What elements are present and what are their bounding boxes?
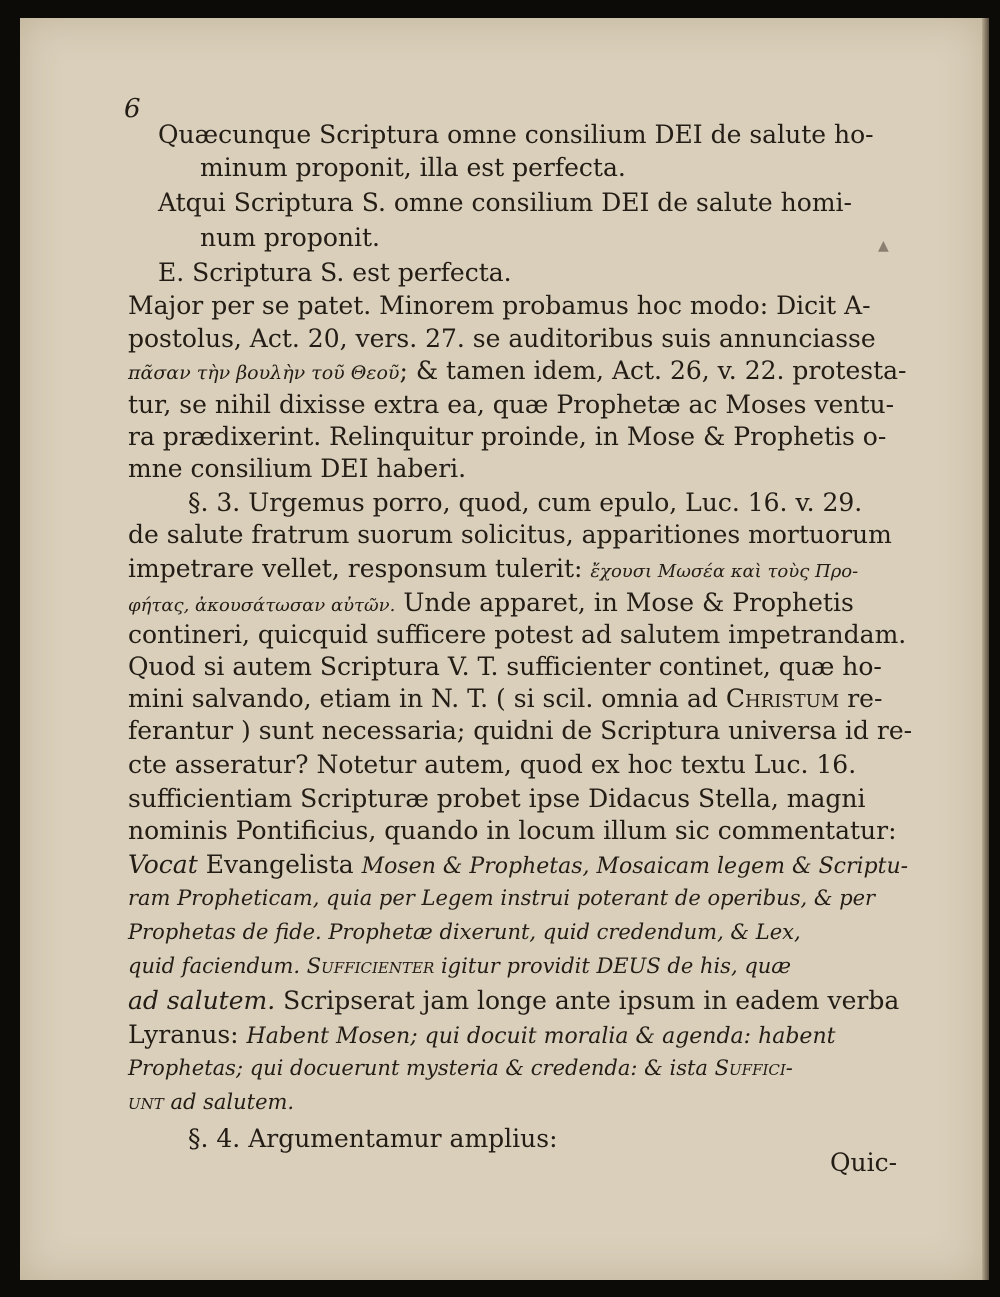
syllogism-major-line-1: Quæcunque Scriptura omne consilium DEI de salute ho- xyxy=(158,120,874,149)
para2-line-11: nominis Pontificius, quando in locum illum sic commentatur: xyxy=(128,816,897,845)
para2-line-4 xyxy=(128,590,854,615)
syllogism-major-line-2: minum proponit, illa est perfecta. xyxy=(200,153,626,182)
para2-line-7-end: re- xyxy=(839,684,883,713)
para2-line-3-text: impetrare vellet, responsum tulerit: xyxy=(128,554,583,583)
para2-line-10: sufficientiam Scripturæ probet ipse Didacus Stella, magni xyxy=(128,784,866,813)
greek-quotation-end: φήτας, ἀκουσάτωσαν αὐτῶν. xyxy=(128,595,396,616)
catchword: Quic- xyxy=(830,1148,898,1177)
para2-line-9: cte asseratur? Notetur autem, quod ex hoc textu Luc. 16. xyxy=(128,750,857,779)
para2-line-2: de salute fratrum suorum solicitus, apparitiones mortuorum xyxy=(128,520,892,549)
unt-small-caps: unt xyxy=(128,1090,164,1114)
para2-line-15 xyxy=(128,956,791,977)
para2-line-7-text: mini salvando, etiam in N. T. ( si scil. omnia ad xyxy=(128,684,726,713)
syllogism-minor-line-1: Atqui Scriptura S. omne consilium DEI de salute homi- xyxy=(158,188,852,217)
para1-line-3 xyxy=(128,358,906,383)
suffici-small-caps: Suffici- xyxy=(714,1056,793,1080)
para1-line-6: mne consilium DEI haberi. xyxy=(128,454,467,483)
para2-line-18 xyxy=(128,1058,793,1079)
para2-line-14: Prophetas de fide. Prophetæ dixerunt, quid credendum, & Lex, xyxy=(128,920,801,944)
lyranus-quote-end: ad salutem. xyxy=(163,1090,295,1114)
para2-line-19 xyxy=(128,1092,294,1113)
para2-line-3 xyxy=(128,556,858,581)
sufficienter-small-caps: Sufficienter xyxy=(306,954,435,978)
page-edge xyxy=(982,18,989,1280)
quote-start: Vocat xyxy=(128,850,198,879)
para2-line-6: Quod si autem Scriptura V. T. sufficienter continet, quæ ho- xyxy=(128,652,882,681)
para1-line-3-text: ; & tamen idem, Act. 26, v. 22. protesta- xyxy=(399,356,907,385)
greek-quotation: πᾶσαν τὴν βουλὴν τοῦ Θεοῦ xyxy=(128,362,400,384)
para2-line-12 xyxy=(128,852,908,878)
para1-line-5: ra prædixerint. Relinquitur proinde, in Mose & Prophetis o- xyxy=(128,422,887,451)
para2-line-1: §. 3. Urgemus porro, quod, cum epulo, Luc. 16. v. 29. xyxy=(188,488,863,517)
lyranus-quote: Prophetas; qui docuerunt mysteria & credenda: & ista xyxy=(128,1056,715,1080)
page-mark: ▲ xyxy=(878,238,889,254)
syllogism-minor-line-2: num proponit. xyxy=(200,223,381,252)
page-number: 6 xyxy=(124,94,141,124)
para1-line-1: Major per se patet. Minorem probamus hoc modo: Dicit A- xyxy=(128,291,871,320)
lyranus-quote: Habent Mosen; qui docuit moralia & agenda: habent xyxy=(246,1024,836,1049)
syllogism-conclusion: E. Scriptura S. est perfecta. xyxy=(158,258,512,287)
para2-line-16-text: Scripserat jam longe ante ipsum in eadem verba xyxy=(275,986,900,1015)
quote-text: Mosen & Prophetas, Mosaicam legem & Scriptu- xyxy=(361,854,909,879)
quote-end: ad salutem. xyxy=(128,986,276,1015)
lyranus-text: Lyranus: xyxy=(128,1020,247,1049)
evangelista-text: Evangelista xyxy=(197,850,362,879)
greek-quotation: ἔχουσι Μωσέα καὶ τοὺς Προ- xyxy=(590,561,859,582)
para2-line-4-text: Unde apparet, in Mose & Prophetis xyxy=(403,588,854,617)
quote-text-end: igitur providit DEUS de his, quæ xyxy=(434,954,792,978)
para2-line-8: ferantur ) sunt necessaria; quidni de Scriptura universa id re- xyxy=(128,716,913,745)
para3-line-1: §. 4. Argumentamur amplius: xyxy=(188,1124,558,1153)
quote-text: quid faciendum. xyxy=(128,954,307,978)
para2-line-7 xyxy=(128,686,882,711)
para2-line-16 xyxy=(128,988,899,1013)
para2-line-13: ram Propheticam, quia per Legem instrui poterant de operibus, & per xyxy=(128,886,876,910)
para1-line-2: postolus, Act. 20, vers. 27. se auditoribus suis annunciasse xyxy=(128,324,876,353)
para2-line-17 xyxy=(128,1022,835,1048)
para2-line-5: contineri, quicquid sufficere potest ad salutem impetrandam. xyxy=(128,620,907,649)
christum-small-caps: Christum xyxy=(725,684,840,713)
para1-line-4: tur, se nihil dixisse extra ea, quæ Prophetæ ac Moses ventu- xyxy=(128,390,895,419)
